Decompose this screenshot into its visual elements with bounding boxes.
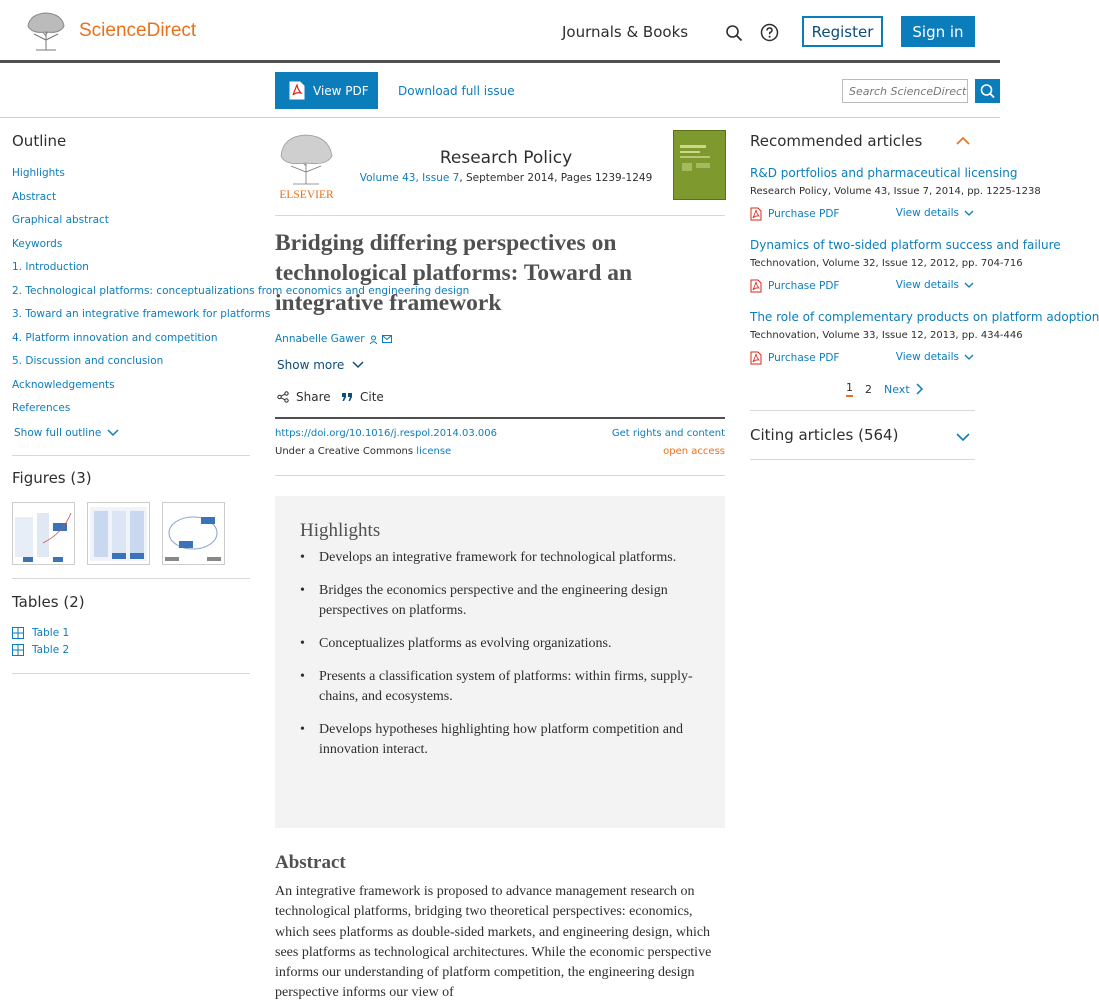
- recommended-article-meta: Technovation, Volume 33, Issue 12, 2013, pp. 434-446: [750, 330, 1023, 341]
- share-button[interactable]: [277, 390, 331, 404]
- divider: [275, 417, 725, 419]
- outline-item[interactable]: 4. Platform innovation and competition: [12, 331, 218, 344]
- outline-item[interactable]: 5. Discussion and conclusion: [12, 355, 164, 367]
- journals-books-link[interactable]: Journals & Books: [562, 23, 689, 41]
- view-details-button[interactable]: [896, 279, 974, 291]
- figures-title: Figures (3): [12, 469, 92, 487]
- figure-3-cycle-diagram: [163, 503, 224, 564]
- divider: [12, 578, 250, 579]
- abstract-title: Abstract: [275, 852, 346, 873]
- purchase-pdf-link[interactable]: [750, 351, 839, 365]
- highlight-item: • Conceptualizes platforms as evolving organizations.: [300, 634, 700, 654]
- view-details-button[interactable]: [896, 351, 974, 363]
- abstract-text: An integrative framework is proposed to advance management research on technological platforms, bridging two theoretical perspectives: economics, which sees platforms as double-sided markets, and engineering design, which sees platforms as technological architectures. While the economic perspective informs our understanding of platform competition, the engineering design perspective informs our view of: [275, 884, 712, 1001]
- highlights-box: [275, 496, 725, 828]
- tables-title: Tables (2): [12, 593, 85, 611]
- chevron-down-icon: [964, 354, 974, 361]
- article-toolbar: [0, 66, 1000, 118]
- svg-text:ELSEVIER: ELSEVIER: [279, 189, 334, 201]
- divider: [12, 673, 250, 674]
- highlights-list: [300, 548, 700, 760]
- chevron-right-icon: [916, 383, 923, 395]
- highlights-title: Highlights: [300, 520, 381, 541]
- view-details-label: View details: [895, 351, 959, 363]
- highlight-item: • Bridges the economics perspective and the engineering design perspectives on platforms.: [300, 581, 700, 621]
- recommended-article-meta: Technovation, Volume 32, Issue 12, 2012, pp. 704-716: [750, 258, 1023, 269]
- help-icon[interactable]: [760, 23, 779, 42]
- outline-item[interactable]: 2. Technological platforms: conceptualizations from economics and engineering design: [12, 284, 470, 297]
- recommended-title[interactable]: Recommended articles: [750, 132, 923, 150]
- recommended-pager: [846, 381, 923, 397]
- pdf-icon: [750, 207, 762, 221]
- view-details-label: View details: [895, 279, 959, 291]
- outline-item[interactable]: Graphical abstract: [12, 214, 109, 226]
- view-pdf-label: View PDF: [313, 83, 369, 98]
- figure-thumbnail[interactable]: [162, 502, 225, 565]
- highlight-item: • Develops hypotheses highlighting how platform competition and innovation interact.: [300, 720, 700, 760]
- recommended-article-link[interactable]: The role of complementary products on platform adoption: [750, 310, 1099, 324]
- show-full-outline-label: Show full outline: [14, 426, 102, 439]
- purchase-pdf-link[interactable]: [750, 207, 839, 221]
- outline-title: Outline: [12, 132, 67, 150]
- page-current: 1: [846, 381, 853, 397]
- outline-item[interactable]: Keywords: [12, 237, 63, 250]
- elsevier-tree-icon[interactable]: [24, 10, 68, 52]
- table-icon: [12, 644, 24, 656]
- pdf-icon: [750, 279, 762, 293]
- cite-button[interactable]: [341, 390, 384, 404]
- highlight-item: • Develops an integrative framework for technological platforms.: [300, 548, 700, 568]
- chevron-down-icon: [107, 429, 119, 437]
- show-more-button[interactable]: [277, 358, 364, 372]
- search-icon[interactable]: [725, 24, 743, 42]
- view-details-label: View details: [895, 207, 959, 219]
- figure-1-diagram: [13, 503, 74, 564]
- author-name: Annabelle Gawer: [275, 333, 365, 345]
- divider: [275, 215, 725, 216]
- journal-name[interactable]: Research Policy: [439, 148, 573, 168]
- outline-item[interactable]: References: [12, 402, 71, 414]
- outline-item[interactable]: 3. Toward an integrative framework for platforms: [12, 308, 271, 320]
- pdf-icon: [750, 351, 762, 365]
- outline-item[interactable]: 1. Introduction: [12, 261, 89, 273]
- show-more-label: Show more: [277, 358, 345, 372]
- cite-label: Cite: [360, 390, 384, 404]
- search-input[interactable]: Search ScienceDirect: [842, 79, 968, 103]
- chevron-down-icon: [352, 361, 364, 369]
- view-details-button[interactable]: [896, 207, 974, 219]
- elsevier-logo[interactable]: [275, 130, 338, 200]
- outline-item[interactable]: Highlights: [12, 167, 65, 179]
- recommended-article-link[interactable]: R&D portfolios and pharmaceutical licensing: [750, 166, 1018, 180]
- chevron-down-icon[interactable]: [956, 432, 970, 442]
- share-icon: [277, 391, 289, 403]
- signin-button[interactable]: Sign in: [901, 16, 975, 47]
- outline-item[interactable]: Acknowledgements: [12, 378, 115, 391]
- purchase-pdf-label: Purchase PDF: [768, 208, 840, 220]
- next-page-label: Next: [884, 382, 910, 396]
- get-rights-link[interactable]: Get rights and content: [611, 428, 725, 439]
- purchase-pdf-label: Purchase PDF: [768, 280, 840, 292]
- recommended-article-link[interactable]: Dynamics of two-sided platform success and failure: [750, 238, 1061, 252]
- open-access-badge: open access: [663, 446, 725, 457]
- table-link[interactable]: [12, 627, 69, 639]
- table-link-label: Table 2: [32, 644, 70, 656]
- outline-item[interactable]: Abstract: [12, 190, 57, 203]
- figure-thumbnail[interactable]: [87, 502, 150, 565]
- chevron-down-icon: [964, 282, 974, 289]
- chevron-up-icon[interactable]: [956, 136, 970, 146]
- show-full-outline-button[interactable]: [14, 427, 250, 439]
- share-label: Share: [296, 390, 331, 404]
- journal-cover[interactable]: [673, 130, 726, 200]
- divider: [750, 459, 975, 460]
- table-icon: [12, 627, 24, 639]
- recommended-article-meta: Research Policy, Volume 43, Issue 7, 2014, pp. 1225-1238: [750, 186, 1041, 197]
- person-icon: [369, 335, 378, 344]
- page-link[interactable]: 2: [865, 382, 872, 396]
- license-prefix: Under a Creative Commons: [275, 446, 417, 457]
- divider: [275, 475, 725, 476]
- figure-thumbnail[interactable]: [12, 502, 75, 565]
- doi-link[interactable]: https://doi.org/10.1016/j.respol.2014.03.006: [275, 428, 498, 439]
- quote-icon: [341, 392, 353, 402]
- envelope-icon: [382, 335, 392, 343]
- next-page-button[interactable]: [884, 383, 923, 396]
- license-note: [275, 446, 451, 457]
- view-pdf-button[interactable]: [275, 72, 378, 109]
- divider: [750, 410, 975, 411]
- article-title: Bridging differing perspectives on technological platforms: Toward an integrative framework: [275, 230, 633, 316]
- purchase-pdf-link[interactable]: [750, 279, 839, 293]
- brand-name[interactable]: ScienceDirect: [79, 20, 197, 41]
- volume-issue-link[interactable]: Volume 43, Issue 7: [359, 172, 460, 184]
- journal-meta: [340, 172, 672, 184]
- purchase-pdf-label: Purchase PDF: [768, 352, 840, 364]
- divider: [12, 455, 250, 456]
- highlight-item: • Presents a classification system of platforms: within firms, supply-chains, and ecosystems.: [300, 667, 700, 707]
- pdf-icon: [289, 81, 305, 100]
- top-header: [0, 0, 1000, 63]
- download-full-issue-link[interactable]: Download full issue: [398, 84, 515, 98]
- citing-articles-title[interactable]: Citing articles (564): [750, 426, 899, 444]
- cover-image: [674, 131, 725, 199]
- register-button[interactable]: Register: [802, 16, 883, 47]
- table-link[interactable]: [12, 644, 69, 656]
- search-icon: [975, 79, 1000, 103]
- table-link-label: Table 1: [32, 627, 70, 639]
- author-link[interactable]: [275, 333, 392, 345]
- chevron-down-icon: [964, 210, 974, 217]
- date-pages: , September 2014, Pages 1239-1249: [459, 172, 653, 184]
- license-link[interactable]: license: [416, 446, 452, 457]
- figure-2-table-diagram: [88, 503, 149, 564]
- search-submit-button[interactable]: [975, 79, 1000, 103]
